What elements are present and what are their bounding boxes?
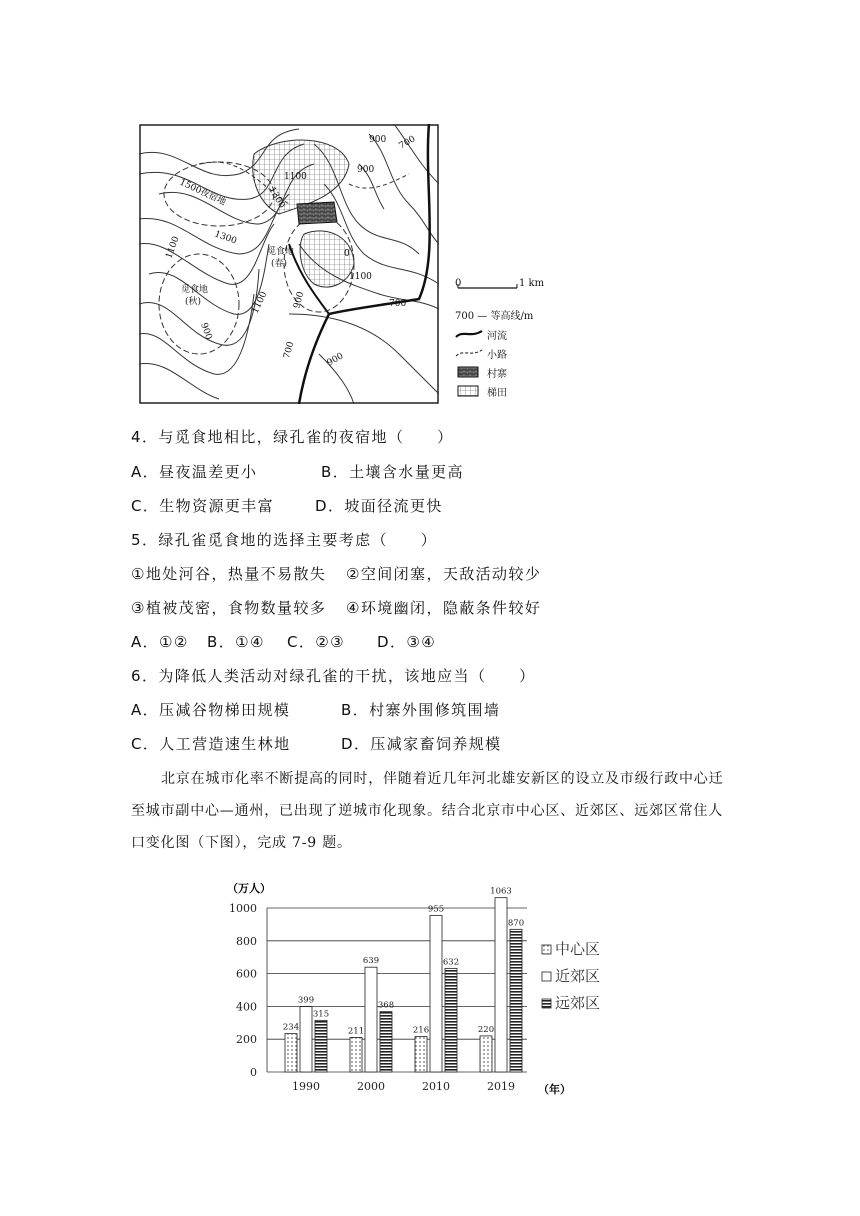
q5-option-c: C．②③ [287, 633, 345, 651]
svg-text:0: 0 [344, 249, 350, 259]
data-label: 399 [297, 995, 315, 1006]
q6-stem: 6．为降低人类活动对绿孔雀的干扰，该地应当（ ） [131, 667, 536, 685]
bar-远郊区-2010 [445, 968, 457, 1072]
passage-line-2: 至城市副中心—通州，已出现了逆城市化现象。结合北京市中心区、近郊区、远郊区常住人 [131, 803, 723, 819]
data-label: 220 [477, 1024, 495, 1035]
q6-option-d: D．压减家畜饲养规模 [341, 735, 502, 753]
legend-river: 河流 [455, 327, 507, 341]
svg-text:700: 700 [389, 299, 407, 309]
passage-line-1: 北京在城市化率不断提高的同时，伴随着近几年河北雄安新区的设立及市级行政中心迁 [161, 771, 724, 787]
svg-text:1100: 1100 [164, 235, 182, 261]
legend-contour: 700 — 等高线/m [455, 310, 534, 322]
svg-text:1100: 1100 [284, 172, 307, 182]
bar-近郊区-2000 [365, 967, 377, 1072]
svg-text:1100: 1100 [250, 290, 270, 316]
village-icon [455, 366, 483, 378]
q5-statement-3: ③植被茂密，食物数量较多 [131, 599, 327, 617]
svg-text:700: 700 [397, 134, 418, 152]
q4-option-d: D．坡面径流更快 [315, 497, 443, 515]
y-tick-label: 0 [250, 1066, 257, 1079]
q4-options-row2 [131, 495, 443, 516]
legend-village: 村寨 [455, 365, 507, 379]
q4-stem: 4．与觅食地相比，绿孔雀的夜宿地（ ） [131, 428, 454, 446]
y-tick-label: 1000 [229, 902, 257, 915]
q5-statement-2: ②空间闭塞，天敌活动较少 [346, 565, 542, 583]
y-tick-label: 200 [236, 1033, 257, 1047]
data-label: 632 [442, 957, 460, 968]
svg-text:(春): (春) [271, 259, 288, 269]
svg-text:900: 900 [198, 321, 214, 342]
svg-text:700: 700 [282, 340, 297, 360]
path-icon [455, 347, 483, 359]
x-tick-label: 2019 [487, 1080, 515, 1093]
bar-中心区-1990 [285, 1034, 297, 1072]
data-label: 870 [507, 918, 525, 929]
x-axis-label: （年） [538, 1083, 571, 1096]
map-legend [455, 280, 565, 400]
bar-近郊区-2019 [495, 898, 507, 1072]
data-label: 955 [427, 904, 445, 915]
legend-swatch-远郊区 [542, 999, 551, 1008]
legend-terrace: 梯田 [455, 384, 507, 398]
q4-options-row1 [131, 461, 464, 482]
q6-options-row2 [131, 733, 502, 754]
data-label: 315 [312, 1009, 330, 1020]
q5-statement-4: ④环境幽闭，隐蔽条件较好 [346, 599, 542, 617]
q5-options [131, 631, 436, 652]
y-tick-label: 600 [236, 967, 257, 981]
river-icon [455, 328, 483, 340]
q6-option-a: A．压减谷物梯田规模 [131, 701, 291, 719]
bar-中心区-2019 [480, 1036, 492, 1072]
q6-option-c: C．人工营造速生林地 [131, 735, 291, 753]
bar-近郊区-2010 [430, 915, 442, 1072]
bar-中心区-2010 [415, 1037, 427, 1072]
data-label: 639 [362, 956, 380, 967]
q5-stem: 5．绿孔雀觅食地的选择主要考虑（ ） [131, 531, 438, 549]
q4-option-b: B．土壤含水量更高 [321, 463, 464, 481]
q5-statements-row1 [131, 563, 541, 584]
bar-远郊区-2000 [380, 1012, 392, 1072]
bar-近郊区-1990 [300, 1007, 312, 1072]
data-label: 234 [282, 1022, 300, 1033]
population-bar-chart [222, 880, 642, 1100]
svg-text:1300: 1300 [266, 185, 287, 211]
q4-option-a: A．昼夜温差更小 [131, 463, 258, 481]
passage-line-3: 口变化图（下图），完成 7-9 题。 [131, 835, 352, 851]
svg-text:900: 900 [325, 351, 346, 369]
topographic-map [139, 124, 439, 404]
bar-中心区-2000 [350, 1037, 362, 1072]
data-label: 216 [412, 1025, 430, 1036]
svg-text:1300: 1300 [212, 229, 238, 247]
x-tick-label: 1990 [292, 1080, 320, 1093]
legend-path: 小路 [455, 346, 507, 360]
svg-text:900: 900 [357, 165, 375, 175]
data-label: 211 [347, 1026, 365, 1037]
svg-text:(秋): (秋) [185, 297, 202, 307]
legend-label: 中心区 [555, 940, 601, 958]
scale-zero: 0 [455, 278, 462, 289]
q5-statement-1: ①地处河谷，热量不易散失 [131, 565, 327, 583]
roost-label: 1500夜宿地 [177, 177, 228, 208]
q6-options-row1 [131, 699, 500, 720]
q5-option-a: A．①② [131, 633, 189, 651]
x-tick-label: 2000 [357, 1080, 385, 1093]
y-tick-label: 800 [236, 934, 257, 948]
y-axis-label: （万人） [227, 882, 271, 895]
forage-spring-label: 觅食地 [267, 247, 295, 257]
bar-远郊区-2019 [510, 929, 522, 1072]
svg-text:1100: 1100 [349, 272, 372, 282]
legend-label: 远郊区 [555, 994, 601, 1012]
legend-label: 近郊区 [555, 967, 601, 985]
svg-text:900: 900 [369, 135, 387, 145]
svg-text:900: 900 [292, 290, 307, 310]
q5-option-d: D．③④ [377, 633, 437, 651]
legend-swatch-中心区 [542, 945, 551, 954]
q5-statements-row2 [131, 597, 541, 618]
x-tick-label: 2010 [422, 1080, 450, 1093]
q5-option-b: B．①④ [207, 633, 265, 651]
y-tick-label: 400 [236, 1000, 257, 1014]
terrace-icon [455, 385, 483, 397]
scale-end: 1 km [519, 278, 545, 289]
data-label: 1063 [490, 886, 512, 897]
legend-swatch-近郊区 [542, 972, 551, 981]
forage-autumn-label: 觅食地 [181, 285, 209, 295]
data-label: 368 [377, 1000, 395, 1011]
bar-远郊区-1990 [315, 1020, 327, 1072]
q6-option-b: B．村寨外围修筑围墙 [341, 701, 501, 719]
passage [131, 763, 731, 859]
q4-option-c: C．生物资源更丰富 [131, 497, 275, 515]
